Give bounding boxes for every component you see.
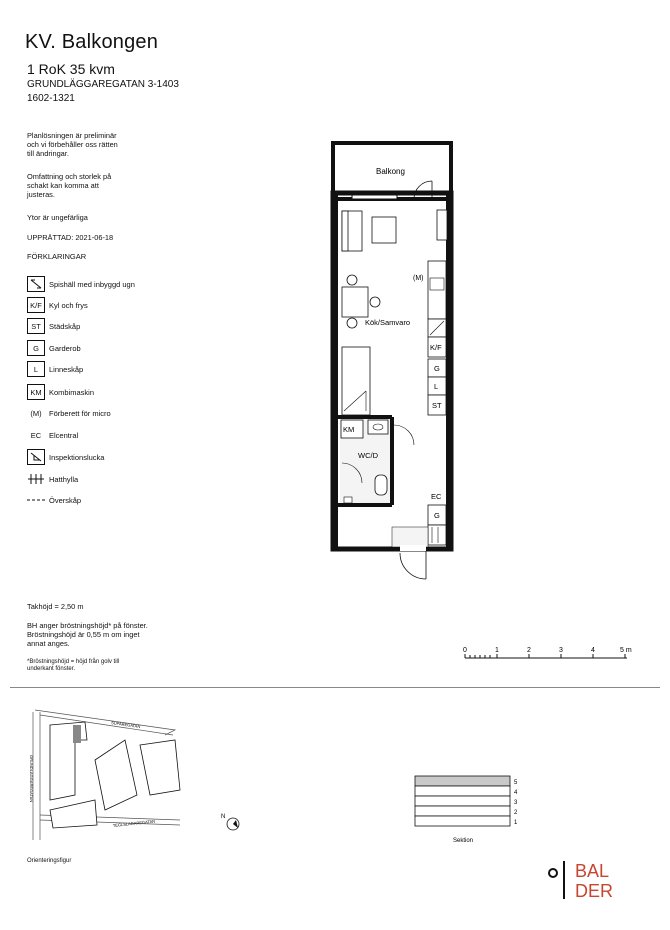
- legend-item: [27, 383, 94, 401]
- scale-bar: [460, 644, 640, 664]
- floor-1: [415, 816, 510, 826]
- page-title: KV. Balkongen: [25, 31, 159, 53]
- street-label: GRUNDLÄGGAREGATAN: [29, 755, 34, 803]
- note-line: till ändringar.: [27, 149, 69, 158]
- legend-item: [27, 296, 88, 314]
- legend-label: Förberett för micro: [49, 408, 111, 418]
- door-swing: [394, 425, 414, 445]
- stove-diagonal-icon: [27, 276, 45, 292]
- scale-label: 1: [495, 647, 499, 654]
- legend-label: Hatthylla: [49, 474, 79, 484]
- legend-item: [27, 339, 81, 357]
- building-block: [95, 740, 137, 810]
- bed: [342, 347, 370, 415]
- note-line: justeras.: [27, 190, 55, 199]
- bh-note: [27, 621, 148, 648]
- legend-title: FÖRKLARINGAR: [27, 252, 87, 261]
- legend-label: Kombimaskin: [49, 387, 95, 397]
- room-label-kitchen: Kök/Samvaro: [365, 318, 411, 327]
- hall-storage: [428, 492, 446, 545]
- legend-label: Spishäll med inbyggd ugn: [49, 279, 135, 289]
- legend-item: [27, 404, 111, 422]
- legend-item: [27, 360, 83, 378]
- legend-label: Städskåp: [49, 321, 81, 331]
- floor-label: 1: [514, 820, 518, 826]
- legend-symbol: G: [27, 340, 45, 356]
- date-note: UPPRÄTTAD: 2021-06-18: [27, 233, 114, 242]
- scale-label: 0: [463, 647, 467, 654]
- street-label: TEGLSLAGAREGATAN: [112, 818, 156, 828]
- highlighted-building: [73, 725, 81, 743]
- bathroom: [340, 419, 390, 503]
- dashed-line-icon: [27, 492, 45, 508]
- orientation-caption: Orienteringsfigur: [27, 858, 72, 864]
- legend-label: Inspektionslucka: [49, 452, 105, 462]
- north-arrow-icon: [218, 810, 248, 835]
- legend-label: Garderob: [49, 343, 81, 353]
- scale-label: 3: [559, 647, 563, 654]
- shaft-note: [27, 172, 177, 199]
- legend-symbol: EC: [30, 430, 42, 440]
- sofa: [342, 211, 362, 251]
- scale-label: 5 m: [620, 647, 632, 654]
- divider: [10, 687, 660, 688]
- note-line: schakt kan komma att: [27, 181, 99, 190]
- label-st: ST: [432, 401, 442, 410]
- building-block: [50, 800, 97, 828]
- label-l: L: [434, 382, 439, 391]
- note-line: annat anges.: [27, 639, 70, 648]
- window: [437, 210, 447, 240]
- floor-label: 4: [514, 790, 518, 796]
- floor-5: [415, 776, 510, 786]
- legend-item: [27, 470, 78, 488]
- legend-symbol: K/F: [27, 297, 45, 313]
- balder-logo: [545, 858, 630, 904]
- room-label-balcony: Balkong: [376, 167, 405, 176]
- legend-item: [27, 317, 80, 335]
- note-line: och vi förbehåller oss rätten: [27, 140, 118, 149]
- legend-label: Kyl och frys: [49, 300, 88, 310]
- legend-item: [27, 426, 78, 444]
- legend-symbol: L: [27, 361, 45, 377]
- floor-label: 3: [514, 800, 518, 806]
- legend-item: [27, 491, 81, 509]
- front-door: [400, 545, 426, 579]
- building-block: [140, 740, 180, 795]
- room-label-wc: WC/D: [358, 451, 378, 460]
- section-diagram: [410, 773, 530, 848]
- floor-label: 2: [514, 810, 518, 816]
- preliminary-note: [27, 131, 177, 158]
- address: GRUNDLÄGGAREGATAN 3-1403: [27, 79, 179, 90]
- label-g2: G: [434, 511, 440, 520]
- unit-size: 1 RoK 35 kvm: [27, 61, 115, 77]
- note-line: Bröstningshöjd är 0,55 m om inget: [27, 630, 140, 639]
- legend-label: Överskåp: [49, 495, 82, 505]
- label-kf: K/F: [430, 343, 442, 352]
- label-km: KM: [343, 425, 355, 434]
- floor-4: [415, 786, 510, 796]
- legend-item: [27, 448, 104, 466]
- note-line: *Bröstningshöjd = höjd från golv till: [27, 659, 120, 665]
- object-id: 1602-1321: [27, 93, 75, 104]
- floor-label: 5: [514, 780, 518, 786]
- scale-label: 4: [591, 647, 595, 654]
- legend-symbol: (M): [30, 408, 42, 418]
- label-micro: (M): [413, 275, 424, 282]
- legend-symbol: ST: [27, 318, 45, 334]
- street-label: SUPAREGATAN: [110, 720, 141, 730]
- building-block: [50, 722, 87, 800]
- footnote: [27, 659, 119, 673]
- scale-label: 2: [527, 647, 531, 654]
- floor-2: [415, 806, 510, 816]
- note-line: Planlösningen är preliminär: [27, 131, 117, 140]
- logo-top: BAL: [575, 861, 610, 881]
- legend-item: [27, 275, 135, 293]
- entrance-mat: [392, 527, 428, 547]
- note-line: BH anger bröstningshöjd* på fönster.: [27, 621, 148, 630]
- inspection-hatch-icon: [27, 449, 45, 465]
- hat-shelf-icon: [27, 471, 45, 487]
- legend-label: Elcentral: [49, 430, 79, 440]
- section-caption: Sektion: [453, 838, 474, 844]
- ceiling-height: Takhöjd = 2,50 m: [27, 602, 84, 611]
- orientation-map: [25, 700, 195, 850]
- floor-plan: [320, 135, 470, 585]
- floor-3: [415, 796, 510, 806]
- kitchen-column: [413, 261, 446, 415]
- north-label: N: [221, 814, 226, 820]
- note-line: Omfattning och storlek på: [27, 172, 112, 181]
- logo-bottom: DER: [575, 881, 614, 901]
- legend-label: Linneskåp: [49, 364, 84, 374]
- coffee-table: [372, 217, 396, 243]
- note-line: underkant fönster.: [27, 666, 76, 672]
- label-g1: G: [434, 364, 440, 373]
- legend-symbol: KM: [27, 384, 45, 400]
- areas-note: Ytor är ungefärliga: [27, 213, 88, 222]
- label-ec: EC: [431, 492, 442, 501]
